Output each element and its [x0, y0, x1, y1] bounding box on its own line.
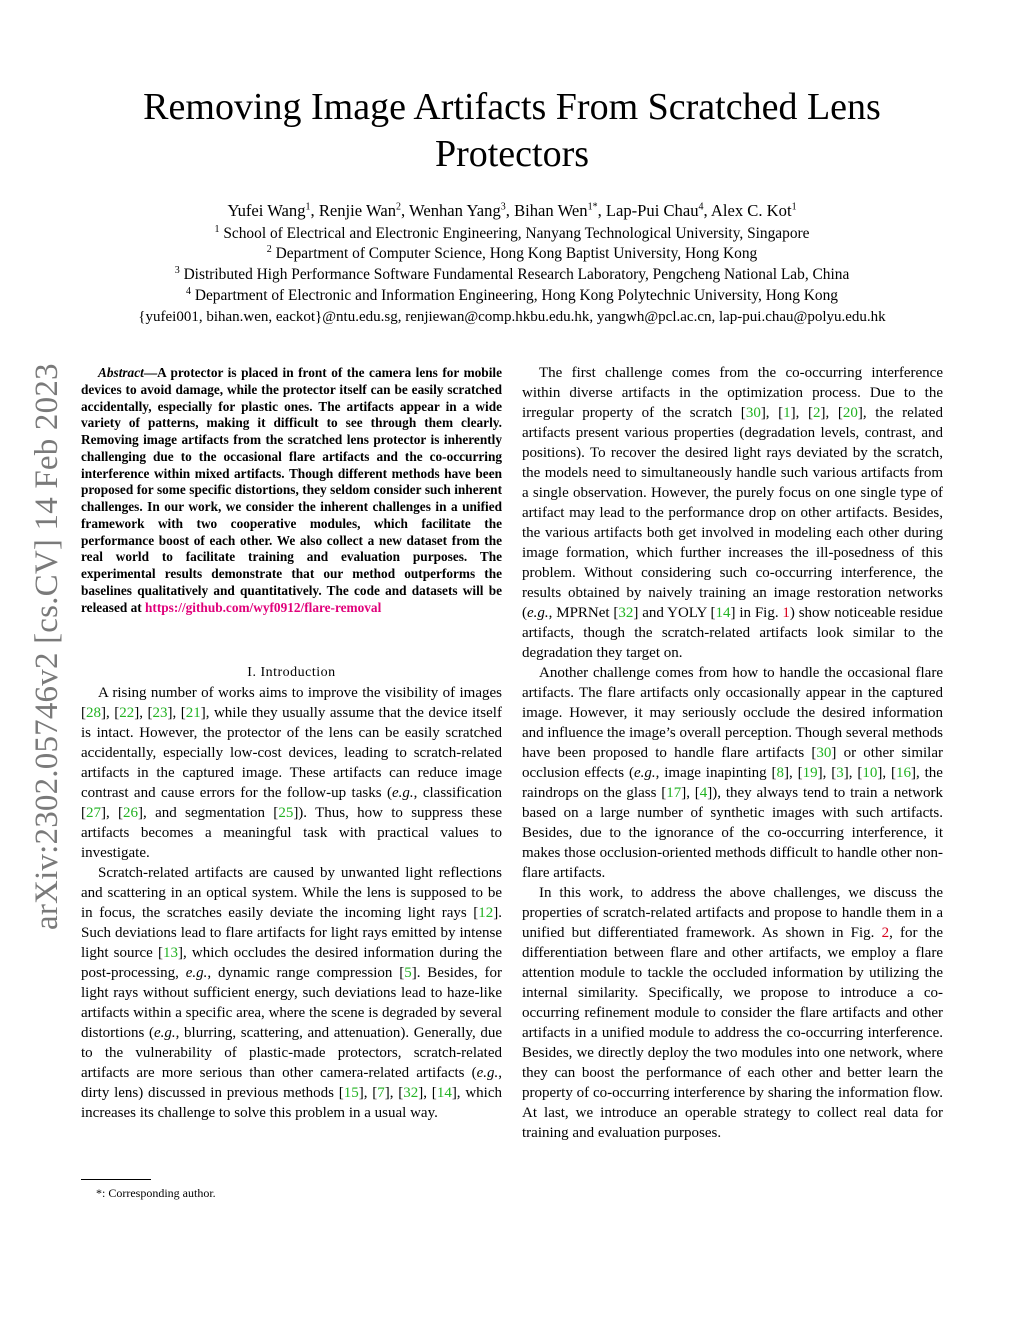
- author-list: Yufei Wang$^1$, Renjie Wan$^2$, Wenhan Yang$^3$, Bihan Wen$^{1*}$, Lap-Pui Chau$^4$, Alex C. Kot$^1$: [227, 201, 797, 220]
- paragraph: Scratch-related artifacts are caused by unwanted light reflections and scattering in an optical system. While the lens is supposed to be in focus, the scratches easily deviate the incoming light rays [12]. Such deviations lead to flare artifacts for light rays emitted by intense light source [13], which occludes the desired information during the post-processing, e.g., dynamic range compression [5]. Besides, for light rays without sufficient energy, such deviations lead to haze-like artifacts within a specific area, where the scene is degraded by several distortions (e.g., blurring, scattering, and attenuation). Generally, due to the vulnerability of plastic-made protectors, scratch-related artifacts are more serious than other camera-related artifacts (e.g., dirty lens) discussed in previous methods [15], [7], [32], [14], which increases its challenge to solve this problem in a usual way.: [81, 865, 503, 1121]
- author: Lap-Pui Chau: [605, 201, 699, 220]
- affiliation: $^4$ Department of Electronic and Information Engineering, Hong Kong Polytechnic University, Hong Kong: [186, 285, 838, 304]
- abstract-label: Abstract: [98, 365, 144, 380]
- abstract: [81, 365, 502, 616]
- author-emails: {yufei001, bihan.wen, eackot}@ntu.edu.sg, renjiewan@comp.hkbu.edu.hk, yangwh@pcl.ac.cn, lap-pui.chau@polyu.edu.hk: [138, 309, 886, 325]
- author: Renjie Wan: [318, 201, 396, 220]
- paragraph: The first challenge comes from the co-occurring interference within diverse artifacts in the optimization process. Due to the irregular property of the scratch [30], [1], [2], [20], the related artifacts present various properties (degradation levels, contrast, and positions). To recover the desired light rays deviated by the scratch, the models need to simultaneously handle such various artifacts from a single observation. However, the purely focus on one single type of artifact may lead to the performance drop on other artifacts. Besides, the various artifacts both get involved in modeling each other during image formation, which further increases the ill-posedness of this problem. Without considering such co-occurring interference, the results obtained by naively training an image restoration networks (e.g., MPRNet [32] and YOLY [14] in Fig. 1) show noticeable residue artifacts, though the scratch-related artifacts look similar to the degradation they target on.: [522, 365, 943, 661]
- author: Alex C. Kot: [710, 201, 792, 220]
- footnote: *: Corresponding author.: [96, 1186, 216, 1200]
- intro-right-column: [522, 363, 943, 1143]
- author: Bihan Wen: [514, 201, 588, 220]
- arxiv-identifier: arXiv:2302.05746v2 [cs.CV] 14 Feb 2023: [29, 363, 65, 931]
- code-link[interactable]: https://github.com/wyf0912/flare-removal: [145, 599, 382, 615]
- paragraph: Another challenge comes from how to handle the occasional flare artifacts. The flare artifacts only occasionally appear in the captured image. However, it may seriously occlude the desired information and influence the image’s overall perception. Though several methods have been proposed to handle flare artifacts [30] or other similar occlusion effects (e.g., image inapinting [8], [19], [3], [10], [16], the raindrops on the glass [17], [4]), they always tend to train a network based on a large number of synthetic images with such artifacts. Besides, due to the ignorance of the co-occurring interference, it makes those occlusion-oriented methods difficult to handle other non-flare artifacts.: [522, 665, 943, 881]
- paper-title: Removing Image Artifacts From Scratched Lens Protectors: [143, 86, 881, 175]
- affiliation: $^3$ Distributed High Performance Software Fundamental Research Laboratory, Pengcheng National Lab, China: [174, 264, 850, 283]
- intro-left-column: [81, 683, 502, 1123]
- footnote-divider: [81, 1179, 151, 1180]
- affiliation: $^1$ School of Electrical and Electronic Engineering, Nanyang Technological University, Singapore: [214, 223, 810, 242]
- paragraph: A rising number of works aims to improve the visibility of images [28], [22], [23], [21], while they usually assume that the device itself is intact. However, the protector of the lens can be easily scratched accidentally, especially low-cost devices, leading to scratch-related artifacts in the captured image. These artifacts can reduce image contrast and cause errors for the follow-up tasks (e.g., classification [27], [26], and segmentation [25]). Thus, how to suppress these artifacts becomes a meaningful task with practical values to investigate.: [81, 685, 502, 861]
- affiliation: $^2$ Department of Computer Science, Hong Kong Baptist University, Hong Kong: [266, 243, 758, 262]
- section-heading: I. Introduction: [247, 665, 336, 680]
- paragraph: In this work, to address the above challenges, we discuss the properties of scratch-related artifacts and propose to handle them in a unified but differentiated framework. As shown in Fig. 2, for the differentiation between flare and other artifacts, we employ a flare attention module to tackle the occluded information by utilizing the internal similarity. Specifically, we propose to introduce a co-occurring refinement module to consider the flare artifacts and other artifacts in a unified module to address the co-occurring interference. Besides, we directly deploy the two modules into one network, where they can boost the performance of each other and better learn the property of co-occurring interference by sharing the information flow. At last, we introduce an operable strategy to collect real data for training and evaluation purposes.: [522, 885, 943, 1141]
- abstract-body: —A protector is placed in front of the camera lens for mobile devices to avoid damage, while the protector itself can be easily scratched accidentally, especially for plastic ones. The artifacts appear in a wide variety of patterns, making it difficult to see through them clearly. Removing image artifacts from the scratched lens protector is inherently challenging due to the occasional flare artifacts and the co-occurring interference within mixed artifacts. Though different methods have been proposed for some specific distortions, they seldom consider such inherent challenges. In our work, we consider the inherent challenges in a unified framework with two cooperative modules, which facilitate the performance boost of each other. We also collect a new dataset from the real world to facilitate training and evaluation purposes. The experimental results demonstrate that our method outperforms the baselines qualitatively and quantitatively. The code and datasets will be released at: [81, 365, 502, 615]
- author: Yufei Wang: [227, 201, 306, 220]
- author: Wenhan Yang: [409, 201, 501, 220]
